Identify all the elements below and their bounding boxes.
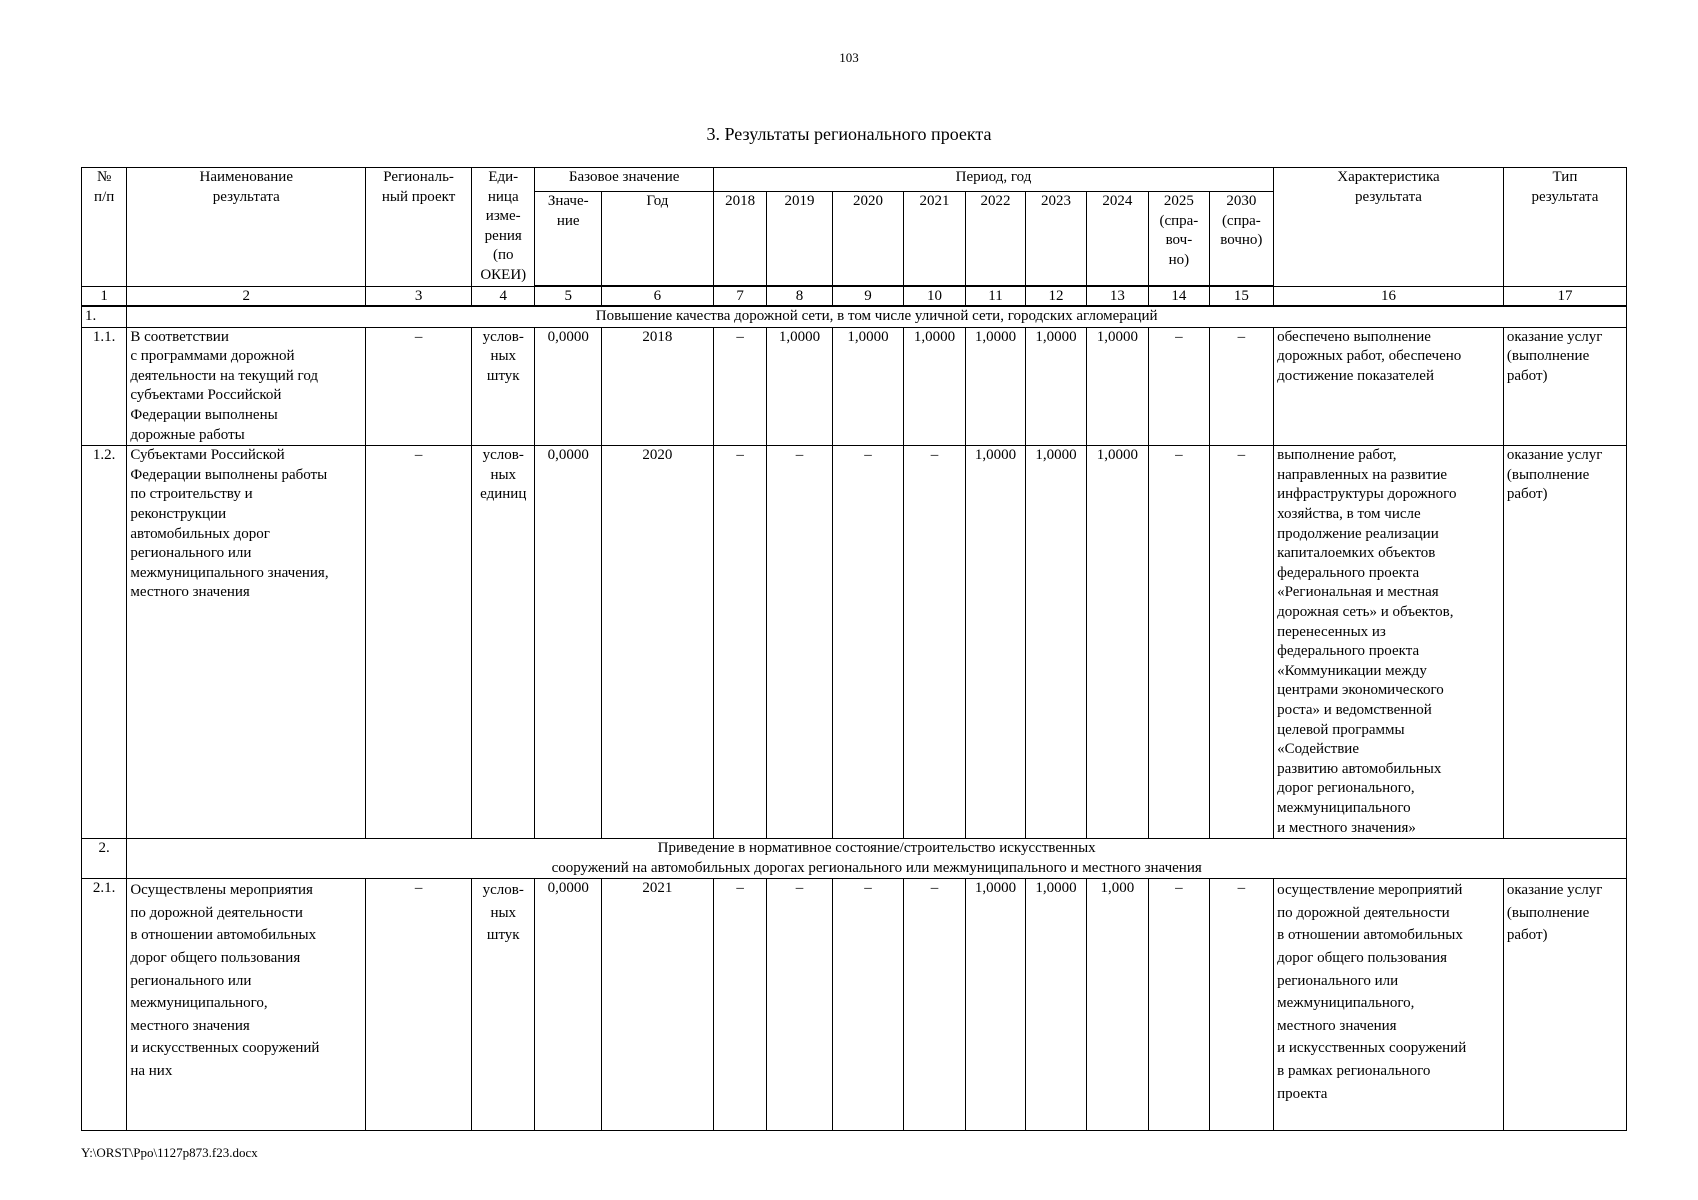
- header-year: 2019: [767, 192, 833, 286]
- header-year: 2018: [713, 192, 766, 286]
- section-row: [82, 839, 1627, 879]
- unit: услов- ных штук: [472, 327, 535, 446]
- year-value: –: [767, 879, 833, 1131]
- year-value: –: [904, 879, 965, 1131]
- column-number: 10: [904, 286, 965, 306]
- section-num: 1.: [82, 306, 127, 327]
- column-number: 8: [767, 286, 833, 306]
- header-year: 2024: [1086, 192, 1148, 286]
- year-value: 1,000: [1086, 879, 1148, 1131]
- document-title: 3. Результаты регионального проекта: [706, 124, 992, 144]
- year-value: 1,0000: [1026, 446, 1086, 839]
- year-value: 1,0000: [1026, 327, 1086, 446]
- year-value: 1,0000: [767, 327, 833, 446]
- base-value: 0,0000: [535, 327, 602, 446]
- year-value: –: [1149, 879, 1209, 1131]
- header-base: Базовое значение: [535, 168, 713, 192]
- year-value: 1,0000: [965, 879, 1025, 1131]
- header-year: 2025 (спра- воч- но): [1149, 192, 1209, 286]
- base-value: 0,0000: [535, 879, 602, 1131]
- year-value: –: [713, 879, 766, 1131]
- row-num: 2.1.: [82, 879, 127, 1131]
- column-number-row: [82, 286, 1627, 306]
- year-value: –: [1149, 446, 1209, 839]
- header-name: Наименование результата: [127, 168, 366, 287]
- column-number: 15: [1209, 286, 1274, 306]
- table-row: [82, 446, 1627, 839]
- header-year: 2030 (спра- вочно): [1209, 192, 1274, 286]
- base-year: 2020: [601, 446, 713, 839]
- result-type: оказание услуг (выполнение работ): [1503, 879, 1626, 1131]
- header-period: Период, год: [713, 168, 1273, 192]
- year-value: –: [713, 327, 766, 446]
- year-value: 1,0000: [965, 446, 1025, 839]
- header-unit: Еди- ница изме- рения (по ОКЕИ): [472, 168, 535, 287]
- result-characteristic: выполнение работ, направленных на развитие инфраструктуры дорожного хозяйства, в том числе продолжение реализации капиталоемких объектов федерального проекта «Региональная и местная дорожная сеть» и объектов, перенесенных из федерального проекта «Коммуникации между центрами экономического роста» и ведомственной целевой программы «Содействие развитию автомобильных дорог регионального, межмуниципального и местного значения»: [1274, 446, 1504, 839]
- year-value: –: [904, 446, 965, 839]
- year-value: –: [1209, 446, 1274, 839]
- result-type: оказание услуг (выполнение работ): [1503, 446, 1626, 839]
- column-number: 7: [713, 286, 766, 306]
- base-value: 0,0000: [535, 446, 602, 839]
- column-number: 16: [1274, 286, 1504, 306]
- year-value: 1,0000: [832, 327, 904, 446]
- year-value: –: [1209, 327, 1274, 446]
- header-year: 2023: [1026, 192, 1086, 286]
- year-value: 1,0000: [965, 327, 1025, 446]
- header-base-value: Значе- ние: [535, 192, 602, 286]
- unit: услов- ных единиц: [472, 446, 535, 839]
- header-characteristic: Характеристика результата: [1274, 168, 1504, 287]
- year-value: 1,0000: [904, 327, 965, 446]
- header-year: 2021: [904, 192, 965, 286]
- section-title: Повышение качества дорожной сети, в том числе уличной сети, городских агломераций: [127, 306, 1627, 327]
- header-num: № п/п: [82, 168, 127, 287]
- header-row-1: [82, 168, 1627, 192]
- year-value: 1,0000: [1026, 879, 1086, 1131]
- table-row: [82, 327, 1627, 446]
- year-value: –: [713, 446, 766, 839]
- year-value: –: [832, 446, 904, 839]
- unit: услов- ных штук: [472, 879, 535, 1131]
- column-number: 9: [832, 286, 904, 306]
- column-number: 17: [1503, 286, 1626, 306]
- year-value: –: [767, 446, 833, 839]
- result-type: оказание услуг (выполнение работ): [1503, 327, 1626, 446]
- column-number: 11: [965, 286, 1025, 306]
- column-number: 6: [601, 286, 713, 306]
- regional-project: –: [366, 327, 472, 446]
- column-number: 12: [1026, 286, 1086, 306]
- column-number: 3: [366, 286, 472, 306]
- row-num: 1.2.: [82, 446, 127, 839]
- result-name: Субъектами Российской Федерации выполнены работы по строительству и реконструкции автомобильных дорог регионального или межмуниципального значения, местного значения: [127, 446, 366, 839]
- file-path-footer: Y:\ORST\Ppo\1127p873.f23.docx: [81, 1145, 258, 1160]
- section-row: [82, 306, 1627, 327]
- section-num: 2.: [82, 839, 127, 879]
- base-year: 2021: [601, 879, 713, 1131]
- year-value: 1,0000: [1086, 327, 1148, 446]
- result-name: В соответствии с программами дорожной деятельности на текущий год субъектами Российской Федерации выполнены дорожные работы: [127, 327, 366, 446]
- base-year: 2018: [601, 327, 713, 446]
- result-characteristic: обеспечено выполнение дорожных работ, обеспечено достижение показателей: [1274, 327, 1504, 446]
- year-value: –: [1209, 879, 1274, 1131]
- section-title: Приведение в нормативное состояние/строительство искусственных сооружений на автомобильных дорогах регионального или межмуниципального и местного значения: [127, 839, 1627, 879]
- column-number: 14: [1149, 286, 1209, 306]
- results-table: [81, 167, 1627, 1131]
- year-value: 1,0000: [1086, 446, 1148, 839]
- regional-project: –: [366, 879, 472, 1131]
- header-project: Региональ- ный проект: [366, 168, 472, 287]
- column-number: 13: [1086, 286, 1148, 306]
- table-row: [82, 879, 1627, 1131]
- year-value: –: [832, 879, 904, 1131]
- column-number: 2: [127, 286, 366, 306]
- result-name: Осуществлены мероприятия по дорожной деятельности в отношении автомобильных дорог общего пользования регионального или межмуниципального, местного значения и искусственных сооружений на них: [127, 879, 366, 1131]
- column-number: 1: [82, 286, 127, 306]
- column-number: 5: [535, 286, 602, 306]
- page-number: 103: [839, 50, 859, 65]
- header-base-year: Год: [601, 192, 713, 286]
- row-num: 1.1.: [82, 327, 127, 446]
- result-characteristic: осуществление мероприятий по дорожной деятельности в отношении автомобильных дорог общего пользования регионального или межмуниципального, местного значения и искусственных сооружений в рамках регионального проекта: [1274, 879, 1504, 1131]
- regional-project: –: [366, 446, 472, 839]
- header-type: Тип результата: [1503, 168, 1626, 287]
- column-number: 4: [472, 286, 535, 306]
- header-year: 2020: [832, 192, 904, 286]
- year-value: –: [1149, 327, 1209, 446]
- header-year: 2022: [965, 192, 1025, 286]
